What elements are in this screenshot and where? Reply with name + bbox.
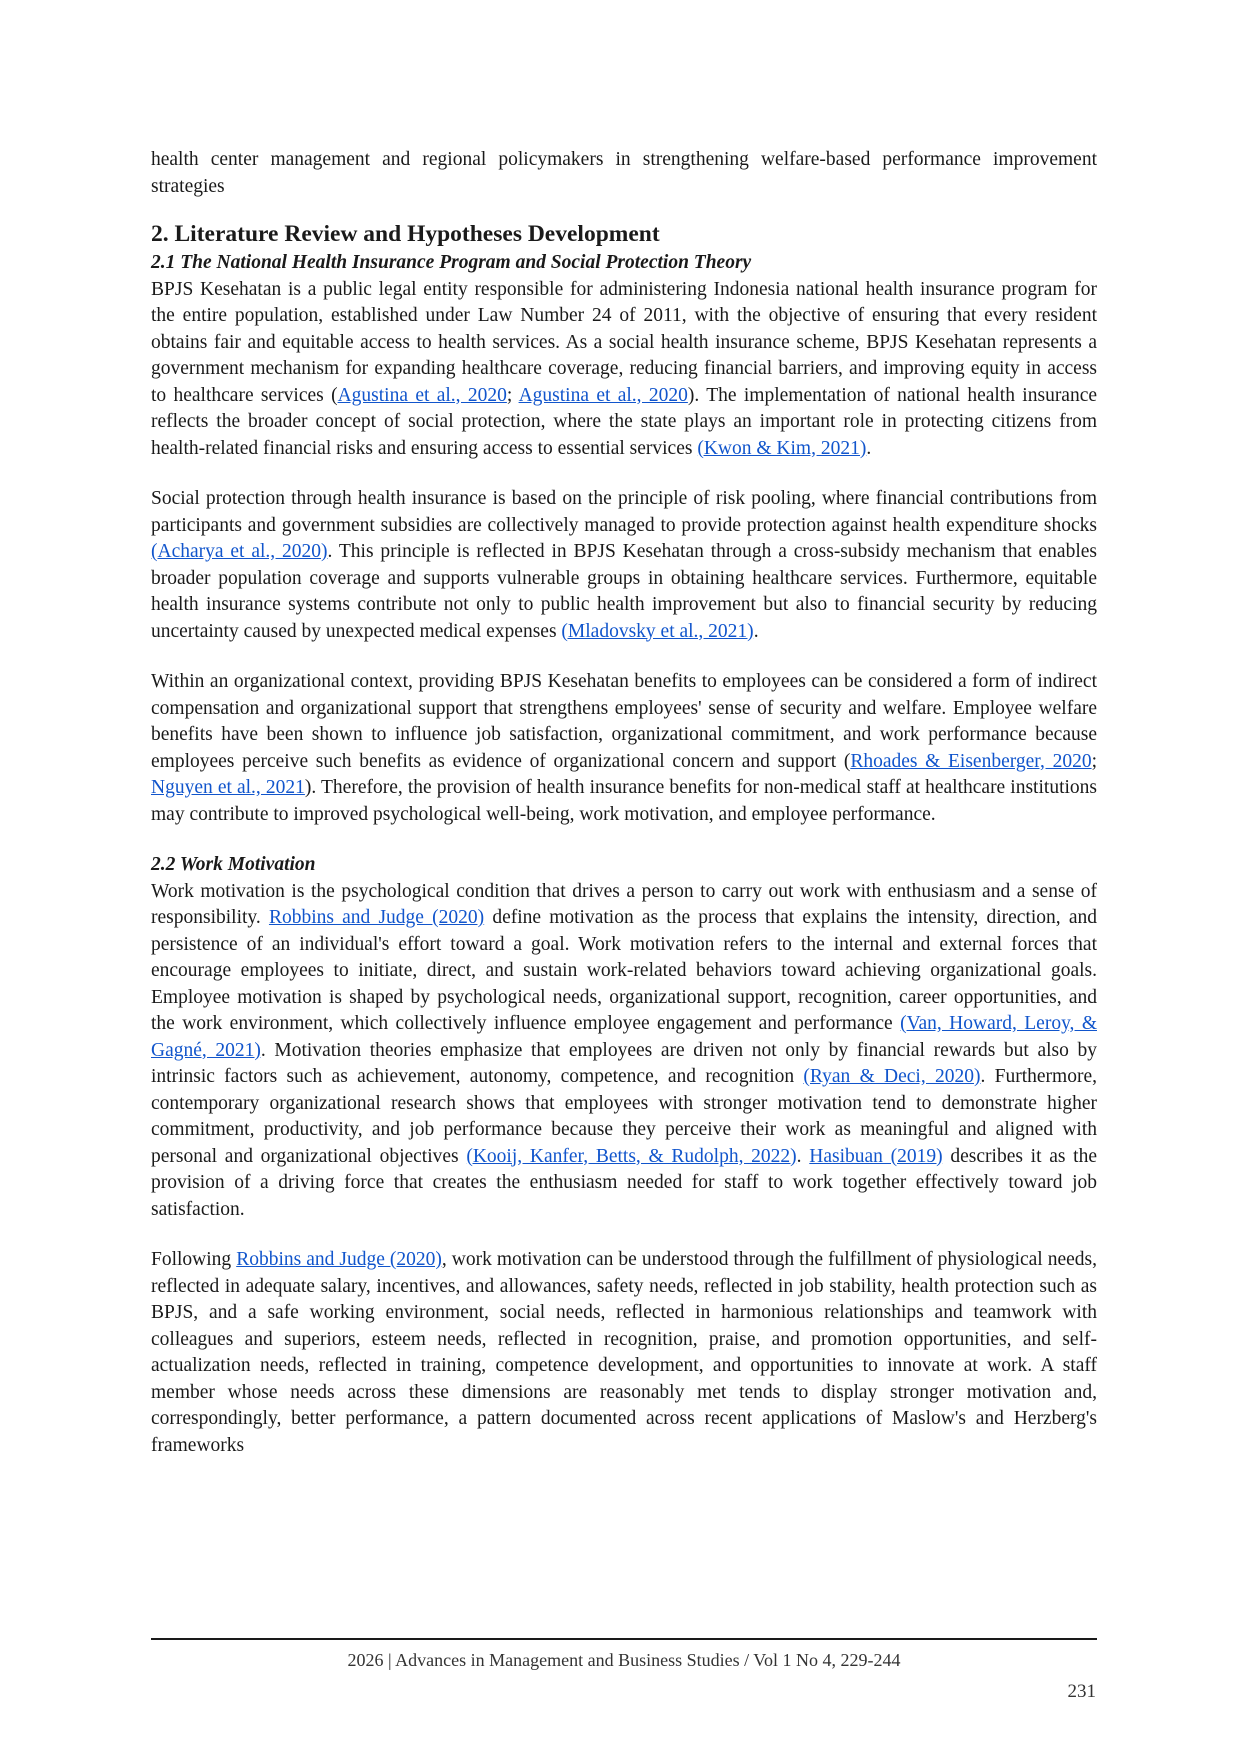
- paragraph-text: . This principle is reflected in BPJS Kesehatan through a cross-subsidy mechanism that enables broader population coverage and supports vulnerable groups in obtaining healthcare services. Furthermore, equitable health insurance systems contribute not only to public health improvement but also to financial security by reducing uncertainty caused by unexpected medical expenses: [151, 541, 1097, 642]
- paragraph-text: ). The implementation of national health insurance reflects the broader concept of social protection, where the state plays an important role in protecting citizens from health-related financial risks and ensuring access to essential services: [151, 384, 1098, 459]
- subsection-heading-2-1: 2.1 The National Health Insurance Program and Social Protection Theory: [151, 252, 752, 273]
- paragraph-text: . Motivation theories emphasize that employees are driven not only by financial rewards but also by intrinsic factors such as achievement, autonomy, competence, and recognition: [151, 1039, 1098, 1087]
- paragraph-work-motivation: [151, 879, 1097, 1224]
- citation-link[interactable]: Rhoades & Eisenberger, 2020: [850, 750, 1092, 772]
- paragraph-text: ). Therefore, the provision of health insurance benefits for non-medical staff at healthcare institutions may contribute to improved psychological well-being, work motivation, and employee performance.: [151, 777, 1097, 825]
- section-heading: 2. Literature Review and Hypotheses Development: [151, 221, 660, 247]
- page-number: 231: [1067, 1681, 1096, 1702]
- paragraph-needs-fulfillment: [151, 1247, 1097, 1459]
- journal-footer: 2026 | Advances in Management and Business Studies / Vol 1 No 4, 229-244: [347, 1650, 901, 1670]
- citation-link[interactable]: (Kwon & Kim, 2021): [697, 437, 867, 459]
- paragraph-national-health-insurance: [151, 277, 1097, 463]
- paragraph-text: . Furthermore, contemporary organizational research shows that employees with stronger motivation tend to demonstrate higher commitment, productivity, and job performance because they perceive their work as meaningful and aligned with personal and organizational objectives: [151, 1066, 1097, 1167]
- paragraph-text: , work motivation can be understood through the fulfillment of physiological needs, reflected in adequate salary, incentives, and allowances, safety needs, reflected in job stability, health protection such as BPJS, and a safe working environment, social needs, reflected in harmonious relationships and teamwork with colleagues and superiors, esteem needs, reflected in recognition, praise, and promotion opportunities, and self-actualization needs, reflected in training, competence development, and opportunities to innovate at work. A staff member whose needs across these dimensions are reasonably met tends to display stronger motivation and, correspondingly, better performance, a pattern documented across recent applications of Maslow's and Herzberg's frameworks: [151, 1249, 1097, 1456]
- paragraph-text: describes it as the provision of a driving force that creates the enthusiasm needed for staff to work together effectively toward job satisfaction.: [151, 1145, 1098, 1220]
- paragraph-text: define motivation as the process that explains the intensity, direction, and persistence of an individual's effort toward a goal. Work motivation refers to the internal and external forces that encourage employees to initiate, direct, and sustain work-related behaviors toward achieving organizational goals. Employee motivation is shaped by psychological needs, organizational support, recognition, career opportunities, and the work environment, which collectively influence employee engagement and performance: [151, 907, 1097, 1034]
- paragraph-organizational-context: [151, 669, 1097, 828]
- page-body: [151, 147, 1097, 1459]
- citation-link[interactable]: Robbins and Judge (2020): [236, 1249, 442, 1270]
- paragraph-text: ;: [506, 384, 519, 406]
- citation-link[interactable]: (Ryan & Deci, 2020): [803, 1066, 981, 1087]
- paragraph-text: BPJS Kesehatan is a public legal entity responsible for administering Indonesia national health insurance program for the entire population, established under Law Number 24 of 2011, with the objective of ensuring that every resident obtains fair and equitable access to health services. As a social health insurance scheme, BPJS Kesehatan represents a government mechanism for expanding healthcare coverage, reducing financial barriers, and improving equity in access to healthcare services (: [151, 278, 1097, 406]
- paragraph-text: ;: [1091, 750, 1097, 772]
- footer-divider: [151, 1638, 1097, 1640]
- citation-link[interactable]: Hasibuan (2019): [809, 1145, 943, 1167]
- paragraph-text: .: [796, 1145, 810, 1167]
- citation-link[interactable]: Nguyen et al., 2021: [151, 777, 305, 798]
- citation-link[interactable]: Agustina et al., 2020: [337, 384, 507, 406]
- paragraph-text: Social protection through health insurance is based on the principle of risk pooling, where financial contributions from participants and government subsidies are collectively managed to provide protection against health expenditure shocks: [151, 488, 1097, 536]
- citation-link[interactable]: (Mladovsky et al., 2021): [561, 620, 754, 642]
- citation-link[interactable]: (Kooij, Kanfer, Betts, & Rudolph, 2022): [466, 1145, 797, 1167]
- citation-link[interactable]: Robbins and Judge (2020): [268, 907, 485, 928]
- citation-link[interactable]: (Van, Howard, Leroy, & Gagné, 2021): [151, 1013, 1097, 1061]
- intro-paragraph: health center management and regional policymakers in strengthening welfare-based performance improvement strategies: [151, 149, 1097, 197]
- citation-link[interactable]: (Acharya et al., 2020): [151, 541, 328, 562]
- paragraph-text: Work motivation is the psychological condition that drives a person to carry out work with enthusiasm and a sense of responsibility.: [151, 880, 1097, 928]
- paragraph-text: Following: [151, 1249, 237, 1270]
- citation-link[interactable]: Agustina et al., 2020: [518, 384, 688, 406]
- subsection-heading-2-2: 2.2 Work Motivation: [151, 854, 316, 875]
- paragraph-text: Within an organizational context, providing BPJS Kesehatan benefits to employees can be considered a form of indirect compensation and organizational support that strengthens employees' sense of security and welfare. Employee welfare benefits have been shown to influence job satisfaction, organizational commitment, and work performance because employees perceive such benefits as evidence of organizational concern and support (: [151, 671, 1097, 772]
- paragraph-risk-pooling: [151, 486, 1097, 645]
- paragraph-text: .: [866, 437, 872, 459]
- paragraph-text: .: [753, 620, 759, 642]
